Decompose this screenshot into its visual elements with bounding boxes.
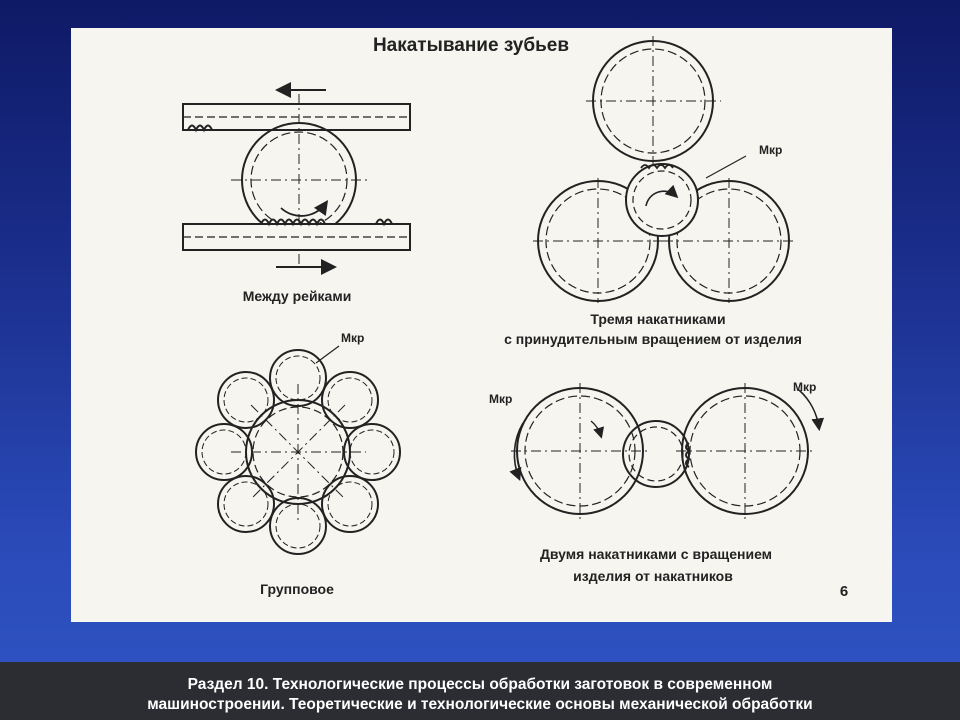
label-mkr-group: Мкр: [341, 331, 365, 345]
workpiece-center: [626, 164, 698, 236]
gear-rolling-diagram: [71, 28, 892, 622]
caption-group: Групповое: [260, 581, 334, 597]
panel-three-rollers: [533, 36, 795, 303]
panel-two-rollers: [511, 383, 819, 520]
footer-caption-line-1: Раздел 10. Технологические процессы обработки заготовок в современном: [187, 676, 773, 693]
panel-group: [196, 346, 400, 554]
label-mkr-left: Мкр: [489, 392, 513, 406]
rotation-arrow-inner: [591, 421, 601, 436]
page-number: 6: [839, 583, 849, 600]
caption-three-line1: Тремя накатниками: [590, 311, 726, 327]
label-mkr-three: Мкр: [759, 143, 783, 157]
caption-two-line2: изделия от накатников: [573, 568, 733, 584]
slide-diagram: [71, 28, 892, 622]
caption-racks: Между рейками: [242, 288, 352, 304]
rotation-arrow: [281, 203, 326, 216]
diagram-title: Накатывание зубьев: [372, 35, 570, 56]
footer-caption: [0, 675, 960, 715]
caption-two-line1: Двумя накатниками с вращением: [539, 546, 773, 562]
label-mkr-right: Мкр: [793, 380, 817, 394]
panel-racks: [183, 90, 410, 267]
footer-caption-line-2: машиностроении. Теоретические и технологические основы механической обработки: [147, 696, 813, 713]
caption-three-line2: с принудительным вращением от изделия: [504, 331, 802, 347]
workpiece-small: [623, 421, 689, 487]
